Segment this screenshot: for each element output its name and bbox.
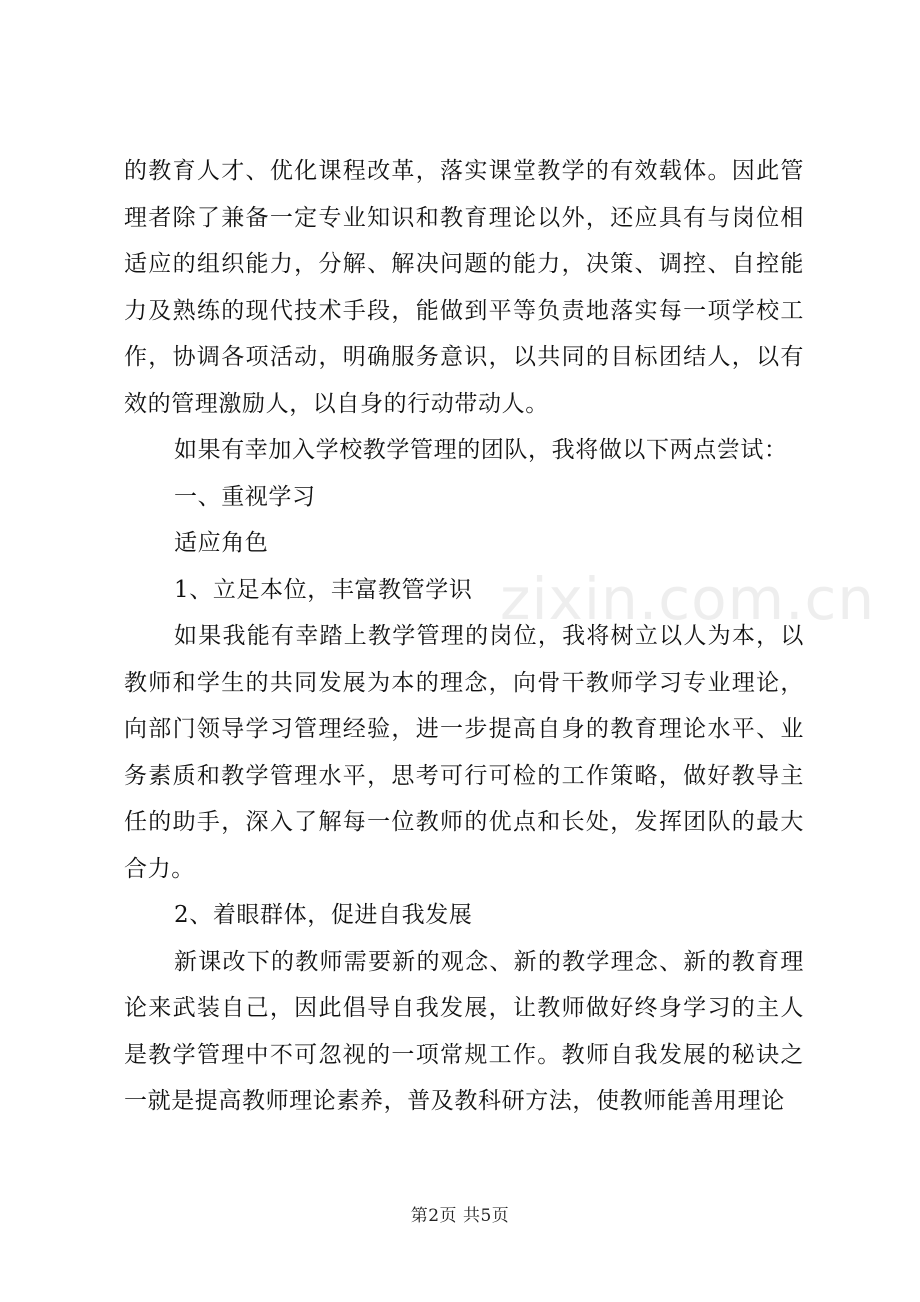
- document-body: [124, 148, 804, 1125]
- paragraph-2: 新课改下的教师需要新的观念、新的教学理念、新的教育理论来武装自己，因此倡导自我发展，让教师做好终身学习的主人是教学管理中不可忽视的一项常规工作。教师自我发展的秘诀之一就是提高教师理论素养，普及教科研方法，使教师能善用理论: [124, 948, 804, 1114]
- paragraph-1: 如果我能有幸踏上教学管理的岗位，我将树立以人为本，以教师和学生的共同发展为本的理念，向骨干教师学习专业理论，向部门领导学习管理经验，进一步提高自身的教育理论水平、业务素质和教学管理水平，思考可行可检的工作策略，做好教导主任的助手，深入了解每一位教师的优点和长处，发挥团队的最大合力。: [124, 623, 804, 882]
- subheading-2: 2、着眼群体，促进自我发展: [174, 902, 473, 928]
- section-heading-1: 一、重视学习: [174, 483, 316, 510]
- paragraph-intro: 如果有幸加入学校教学管理的团队，我将做以下两点尝试：: [174, 437, 788, 463]
- page-number-footer: 第2页 共5页: [410, 1206, 510, 1226]
- paragraph-continued: 的教育人才、优化课程改革，落实课堂教学的有效载体。因此管理者除了兼备一定专业知识和教育理论以外，还应具有与岗位相适应的组织能力，分解、解决问题的能力，决策、调控、自控能力及熟练的现代技术手段，能做到平等负责地落实每一项学校工作，协调各项活动，明确服务意识，以共同的目标团结人，以有效的管理激励人，以自身的行动带动人。: [124, 158, 804, 417]
- watermark-text: zixin.com.cn: [500, 565, 876, 633]
- subheading-1: 1、立足本位，丰富教管学识: [174, 576, 473, 603]
- section-heading-1-cont: 适应角色: [174, 530, 269, 556]
